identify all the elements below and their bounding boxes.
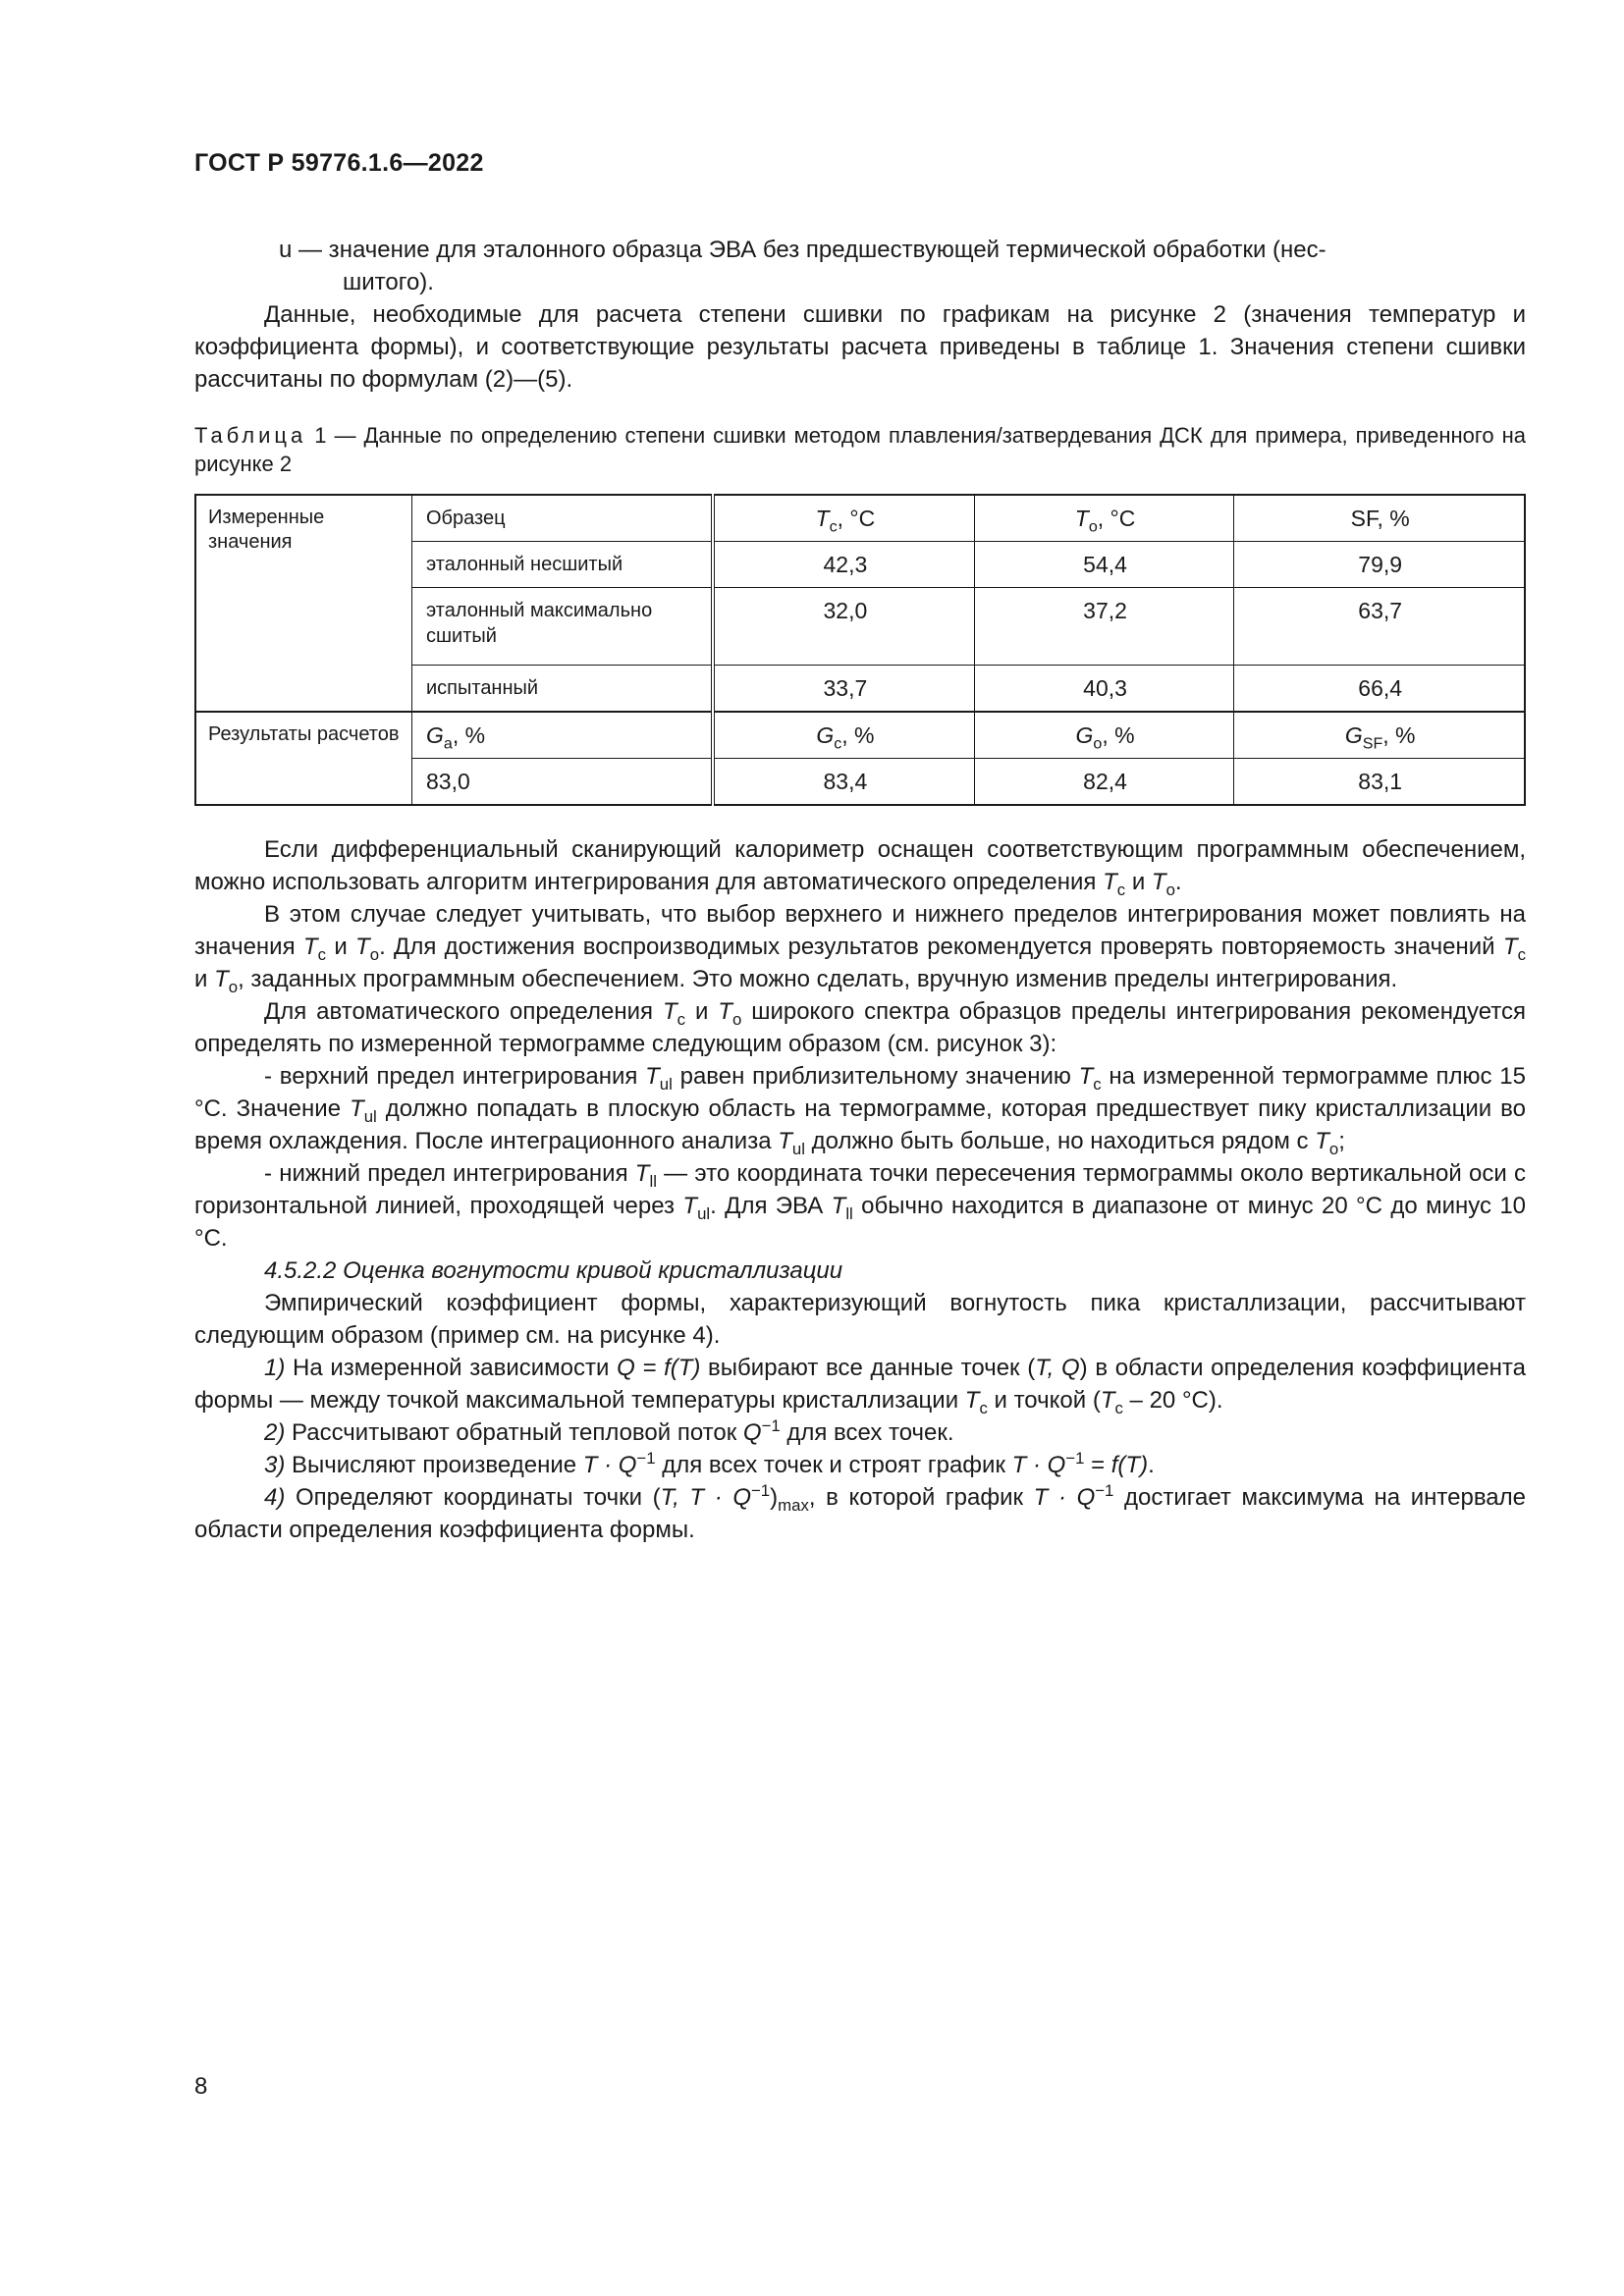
table-caption-text: 1 — Данные по определению степени сшивки методом плавления/затвердевания ДСК для примера, приведенного на рисунке 2 [194, 423, 1526, 476]
cell-sf: 79,9 [1234, 542, 1525, 588]
row-label: эталонный несшитый [412, 542, 714, 588]
list-item-upper-limit: - верхний предел интегрирования $T_{ul}$ равен приблизительному значению $T_c$ на измеренной термограмме плюс 15 °С. Значение $T_{ul}$ должно попадать в плоскую область на термограмме, которая предшествует пику кристаллизации во время охлаждения. После интеграционного анализа $T_{ul}$ должно быть больше, но находиться рядом с $T_o$; [194, 1063, 1526, 1158]
cell-tc: 33,7 [713, 666, 974, 713]
definition-u-line2: шитого). [343, 269, 434, 295]
page-number: 8 [194, 2073, 208, 2100]
cell-sf: 63,7 [1234, 588, 1525, 666]
col-tc-header: $T_c$, °C [713, 495, 974, 542]
res-ga-header: $G_a$, % [412, 712, 714, 759]
section-heading: 4.5.2.2 Оценка вогнутости кривой кристаллизации [264, 1257, 843, 1284]
page-body [194, 234, 1526, 1546]
table-caption [194, 421, 1526, 478]
res-go-value: 82,4 [974, 759, 1234, 806]
paragraph-shape-factor: Эмпирический коэффициент формы, характеризующий вогнутость пика кристаллизации, рассчитывают следующим образом (пример см. на рисунке 4). [194, 1290, 1526, 1349]
list-item-lower-limit: - нижний предел интегрирования $T_{ll}$ — это координата точки пересечения термограммы около вертикальной оси с горизонтальной линией, проходящей через $T_{ul}$. Для ЭВА $T_{ll}$ обычно находится в диапазоне от минус 20 °С до минус 10 °С. [194, 1160, 1527, 1252]
paragraph-software: Если дифференциальный сканирующий калориметр оснащен соответствующим программным обеспечением, можно использовать алгоритм интегрирования для автоматического определения $T_c$ и $T_o$. [194, 836, 1526, 899]
crosslink-table [194, 494, 1526, 806]
cell-tc: 32,0 [713, 588, 974, 666]
cell-sf: 66,4 [1234, 666, 1525, 713]
res-gc-header: $G_c$, % [713, 712, 974, 759]
res-gsf-header: $G_{SF}$, % [1234, 712, 1525, 759]
table-row [195, 712, 1525, 759]
step-2: 2) Рассчитывают обратный тепловой поток $Q^{-1}$ для всех точек. [264, 1415, 954, 1446]
document-header: ГОСТ Р 59776.1.6—2022 [194, 149, 484, 177]
group-results-label: Результаты расчетов [208, 723, 400, 745]
res-go-header: $G_o$, % [974, 712, 1234, 759]
step-4: 4) Определяют координаты точки (T, $T \cdot Q^{-1})_{max}$, в которой график $T \cdot Q^{-1}$ достигает максимума на интервале области определения коэффициента формы. [194, 1480, 1527, 1543]
paragraph-data-intro: Данные, необходимые для расчета степени сшивки по графикам на рисунке 2 (значения температур и коэффициента формы), и соответствующие результаты расчета приведены в таблице 1. Значения степени сшивки рассчитаны по формулам (2)—(5). [194, 301, 1526, 393]
row-label: испытанный [412, 666, 714, 713]
table-row [195, 495, 1525, 542]
col-sf-header: SF, % [1234, 495, 1525, 542]
col-sample-header: Образец [412, 495, 714, 542]
cell-to: 37,2 [974, 588, 1234, 666]
res-ga-value: 83,0 [412, 759, 714, 806]
res-gc-value: 83,4 [713, 759, 974, 806]
cell-tc: 42,3 [713, 542, 974, 588]
definition-u-line1: u — значение для эталонного образца ЭВА без предшествующей термической обработки (нес- [279, 237, 1326, 263]
group-measured-cell [195, 495, 412, 712]
row-label: эталонный максимально сшитый [412, 588, 714, 666]
res-gsf-value: 83,1 [1234, 759, 1525, 806]
group-results-cell [195, 712, 412, 805]
step-1: 1) На измеренной зависимости Q = f(T) выбирают все данные точек (T, Q) в области определения коэффициента формы — между точкой максимальной температуры кристаллизации $T_c$ и точкой ($T_c - 20$ °С). [194, 1355, 1526, 1417]
group-measured-label: Измеренные значения [208, 507, 325, 553]
cell-to: 40,3 [974, 666, 1234, 713]
paragraph-limits-note: В этом случае следует учитывать, что выбор верхнего и нижнего пределов интегрирования может повлиять на значения $T_c$ и $T_o$. Для достижения воспроизводимых результатов рекомендуется проверять повторяемость значений $T_c$ и $T_o$, заданных программным обеспечением. Это можно сделать, вручную изменив пределы интегрирования. [194, 901, 1526, 996]
table-caption-word: Таблица [194, 423, 307, 448]
step-3: 3) Вычисляют произведение $T \cdot Q^{-1}$ для всех точек и строят график $T \cdot Q^{-1} = f(T)$. [264, 1448, 1155, 1478]
cell-to: 54,4 [974, 542, 1234, 588]
col-to-header: $T_o$, °C [974, 495, 1234, 542]
paragraph-auto-determination: Для автоматического определения $T_c$ и $T_o$ широкого спектра образцов пределы интегрирования рекомендуется определять по измеренной термограмме следующим образом (см. рисунок 3): [194, 998, 1527, 1057]
